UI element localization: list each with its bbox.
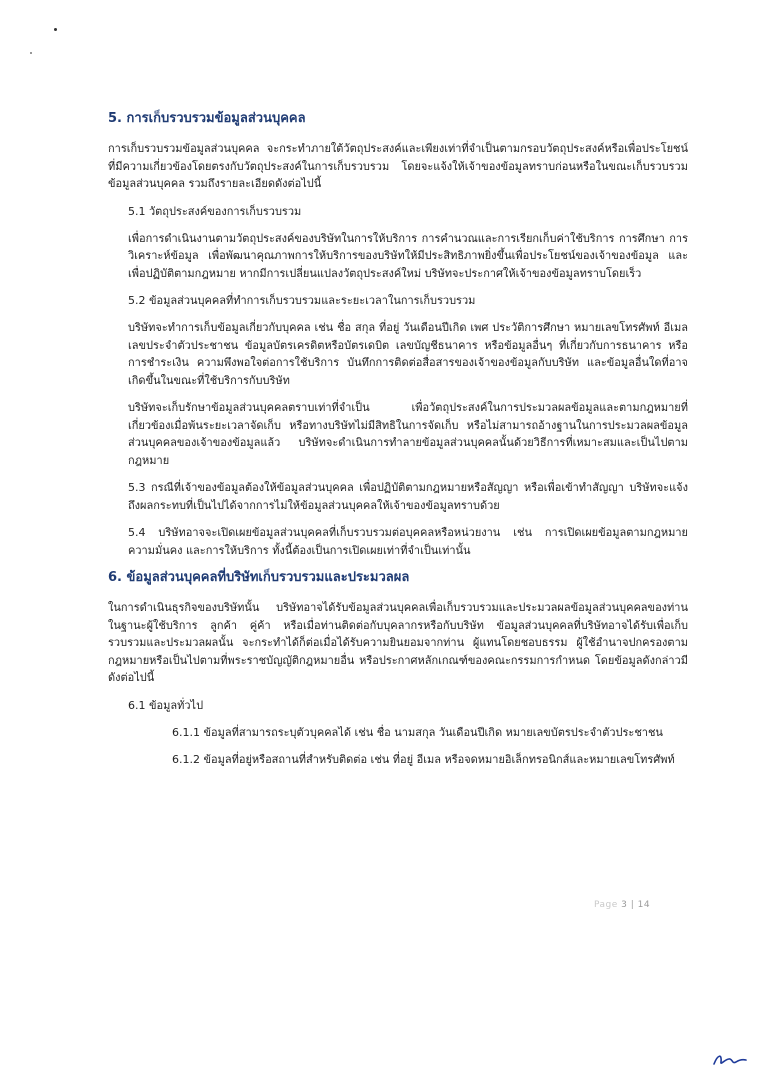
section-6-1-title: 6.1 ข้อมูลทั่วไป [128,698,204,712]
section-5-heading: 5. การเก็บรวบรวมข้อมูลส่วนบุคคล [108,111,306,126]
section-5-intro: การเก็บรวบรวมข้อมูลส่วนบุคคล จะกระทำภายใต้วัตถุประสงค์และเพียงเท่าที่จำเป็นตามกรอบวัตถุประสงค์หรือเพื่อประโยชน์ที่มีความเกี่ยวข้องโดยตรงกับวัตถุประสงค์ในการเก็บรวบรวม โดยจะแจ้งให้เจ้าของข้อมูลทราบก่อนหรือในขณะเก็บรวบรวมข้อมูลส่วนบุคคล รวมถึงรายละเอียดดังต่อไปนี้ [108,142,688,190]
initials-signature [712,1050,748,1068]
page-footer [594,900,650,910]
page-content [108,110,688,779]
section-5-2-body-2: บริษัทจะเก็บรักษาข้อมูลส่วนบุคคลตราบเท่าที่จำเป็น เพื่อวัตถุประสงค์ในการประมวลผลข้อมูลและตามกฎหมายที่เกี่ยวข้องเมื่อพ้นระยะเวลาจัดเก็บ หรือทางบริษัทไม่มีสิทธิในการจัดเก็บ หรือไม่สามารถอ้างฐานในการประมวลผลข้อมูลส่วนบุคคลของเจ้าของข้อมูลแล้ว บริษัทจะดำเนินการทำลายข้อมูลส่วนบุคคลนั้นด้วยวิธีการที่เหมาะสมและเป็นไปตามกฎหมาย [128,401,688,467]
section-6-1-2: 6.1.2 ข้อมูลที่อยู่หรือสถานที่สำหรับติดต่อ เช่น ที่อยู่ อีเมล หรือจดหมายอิเล็กทรอนิกส์และหมายเลขโทรศัพท์ [172,753,675,766]
scan-speck [54,28,57,31]
section-6-intro: ในการดำเนินธุรกิจของบริษัทนั้น บริษัทอาจได้รับข้อมูลส่วนบุคคลเพื่อเก็บรวบรวมและประมวลผลข้อมูลส่วนบุคคลของท่าน ในฐานะผู้ใช้บริการ ลูกค้า คู่ค้า หรือเมื่อท่านติดต่อกับบุคลากรหรือกับบริษัท ข้อมูลส่วนบุคคลที่บริษัทอาจได้รับเพื่อเก็บรวบรวมและประมวลผลนั้น จะกระทำได้ก็ต่อเมื่อได้รับความยินยอมจากท่าน ผู้แทนโดยชอบธรรม ผู้ใช้อำนาจปกครองตามกฎหมายหรือเป็นไปตามที่พระราชบัญญัติกฎหมายอื่น หรือประกาศหลักเกณฑ์ของคณะกรรมการกำหนด โดยข้อมูลดังกล่าวมีดังต่อไปนี้ [108,601,688,684]
section-6-1-1: 6.1.1 ข้อมูลที่สามารถระบุตัวบุคคลได้ เช่น ชื่อ นามสกุล วันเดือนปีเกิด หมายเลขบัตรประจำตัวประชาชน [172,725,663,739]
section-5-1-title: 5.1 วัตถุประสงค์ของการเก็บรวบรวม [128,204,302,218]
section-5-2-title: 5.2 ข้อมูลส่วนบุคคลที่ทำการเก็บรวบรวมและระยะเวลาในการเก็บรวบรวม [128,294,476,307]
section-5-3: 5.3 กรณีที่เจ้าของข้อมูลต้องให้ข้อมูลส่วนบุคคล เพื่อปฏิบัติตามกฎหมายหรือสัญญา หรือเพื่อเข้าทำสัญญา บริษัทจะแจ้งถึงผลกระทบที่เป็นไปได้จากการไม่ให้ข้อมูลส่วนบุคคลให้เจ้าของข้อมูลทราบด้วย [128,481,688,512]
section-5-2-body-1: บริษัทจะทำการเก็บข้อมูลเกี่ยวกับบุคคล เช่น ชื่อ สกุล ที่อยู่ วันเดือนปีเกิด เพศ ประวัติการศึกษา หมายเลขโทรศัพท์ อีเมล เลขประจำตัวประชาชน ข้อมูลบัตรเครดิตหรือบัตรเดบิต เลขบัญชีธนาคาร หรือข้อมูลอื่นๆ ที่เกี่ยวกับการธนาคาร หรือการชำระเงิน ความพึงพอใจต่อการใช้บริการ บันทึกการติดต่อสื่อสารของเจ้าของข้อมูลกับบริษัท และข้อมูลอื่นใดที่อาจเกิดขึ้นในขณะที่ใช้บริการกับบริษัท [128,321,688,387]
section-6-heading: 6. ข้อมูลส่วนบุคคลที่บริษัทเก็บรวบรวมและประมวลผล [108,570,410,585]
scan-speck [30,52,32,54]
page-label: Page [594,900,618,910]
section-5-4: 5.4 บริษัทอาจจะเปิดเผยข้อมูลส่วนบุคคลที่เก็บรวบรวมต่อบุคคลหรือหน่วยงาน เช่น การเปิดเผยข้อมูลตามกฎหมาย ความมั่นคง และการให้บริการ ทั้งนี้ต้องเป็นการเปิดเผยเท่าที่จำเป็นเท่านั้น [128,526,688,557]
section-5-1-body: เพื่อการดำเนินงานตามวัตถุประสงค์ของบริษัทในการให้บริการ การคำนวณและการเรียกเก็บค่าใช้บริการ การศึกษา การวิเคราะห์ข้อมูล เพื่อพัฒนาคุณภาพการให้บริการของบริษัทให้มีประสิทธิภาพยิ่งขึ้นเพื่อประโยชน์ของเจ้าของข้อมูล และเพื่อปฏิบัติตามกฎหมาย หากมีการเปลี่ยนแปลงวัตถุประสงค์ใหม่ บริษัทจะประกาศให้เจ้าของข้อมูลทราบโดยเร็ว [128,231,688,280]
page-number: 3 | 14 [621,900,651,910]
